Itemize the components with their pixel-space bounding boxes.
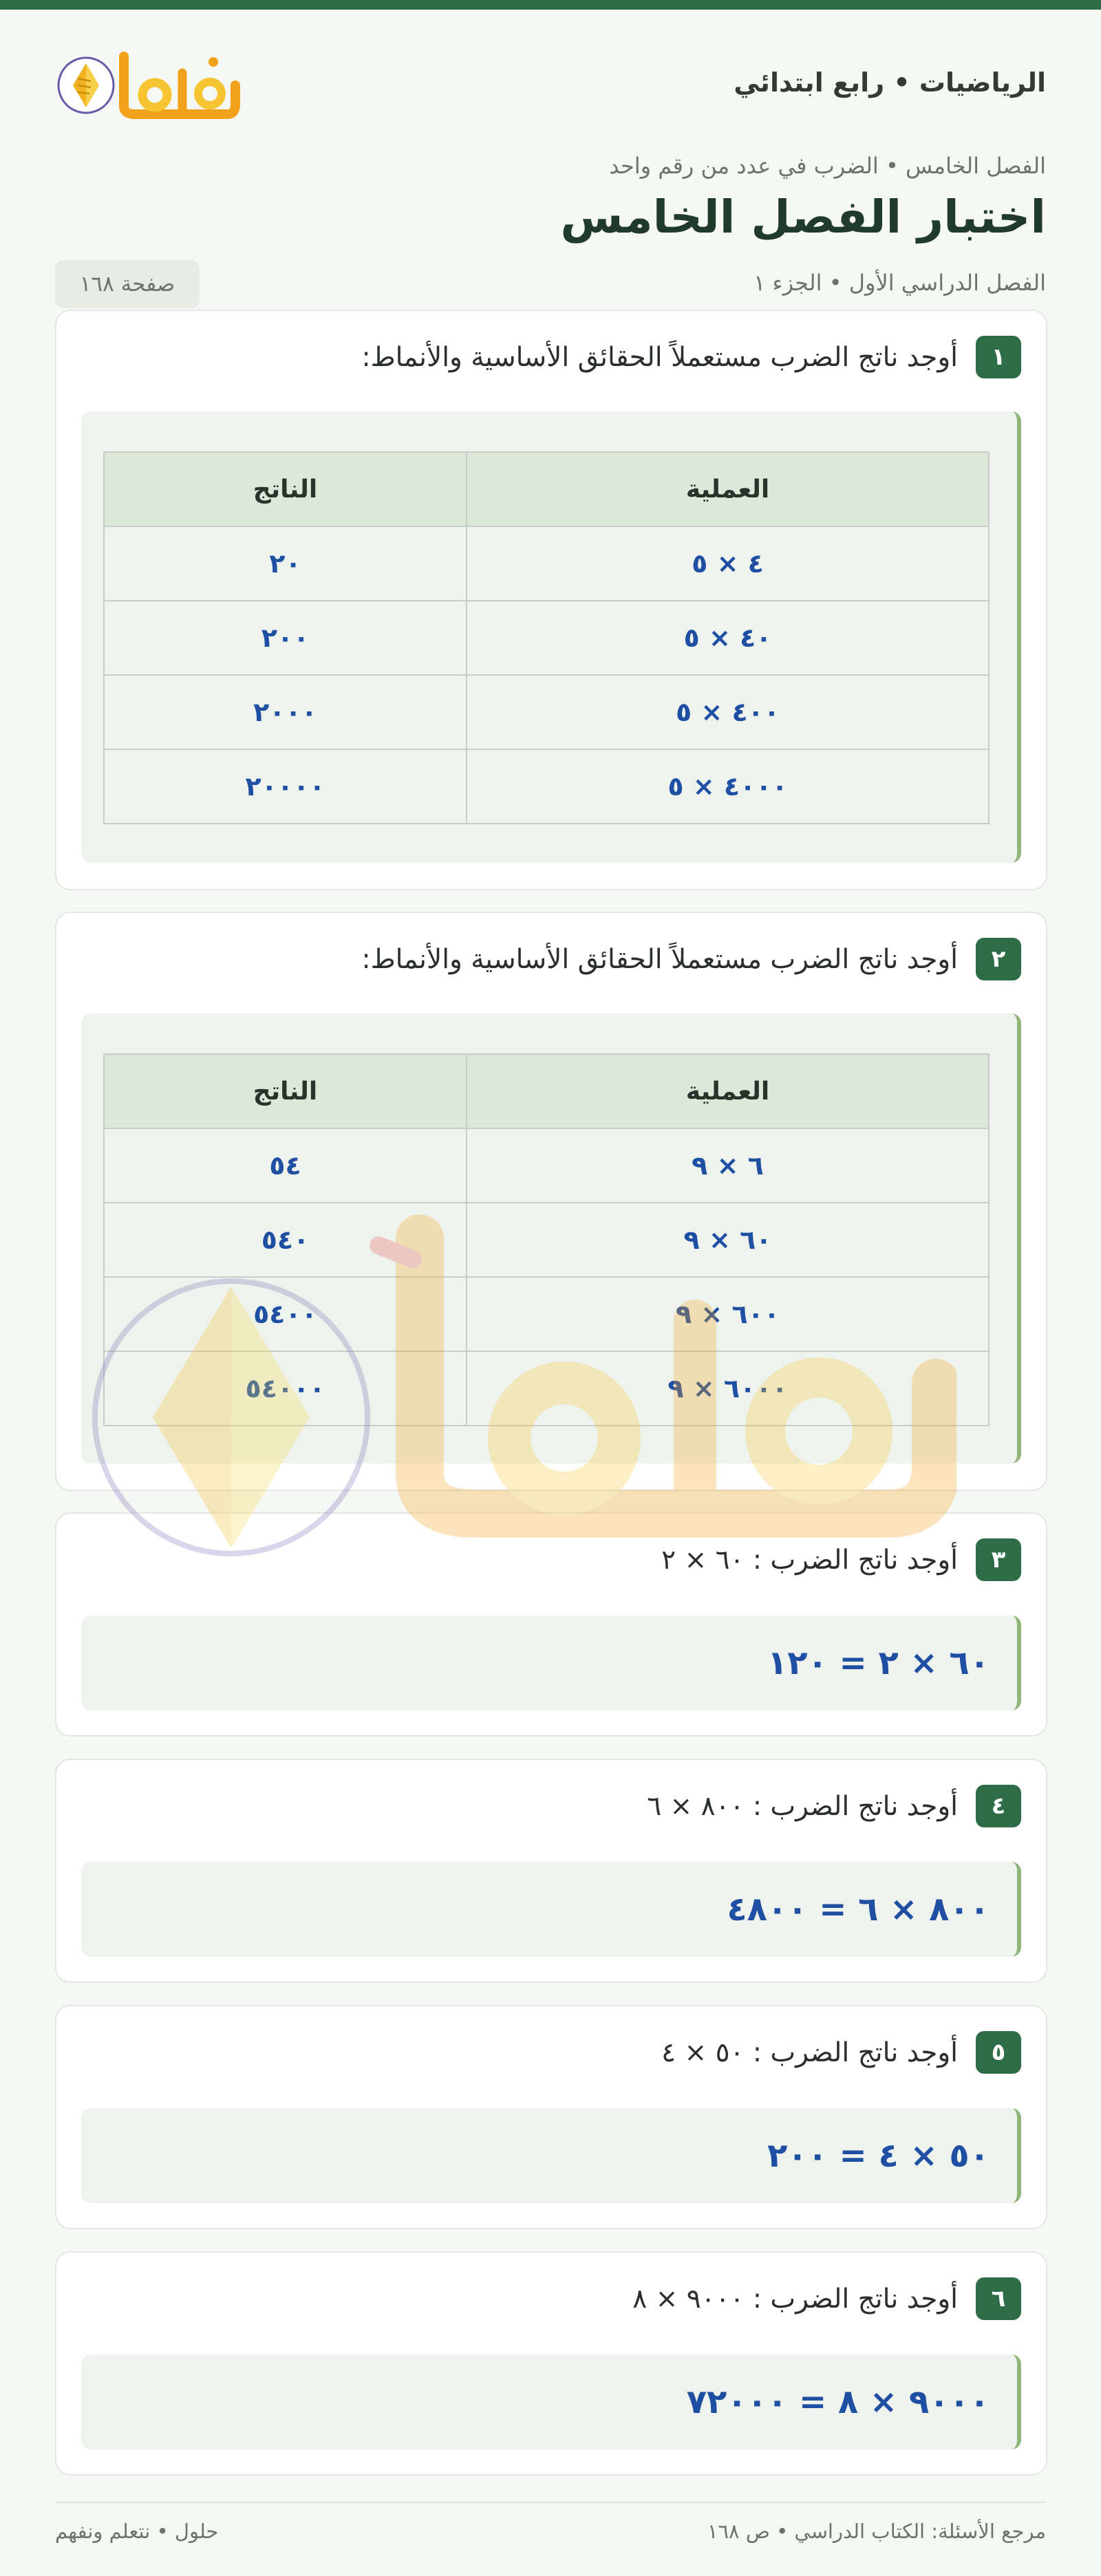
result-cell: ٢٠ <box>104 526 467 601</box>
question-header <box>661 1538 1021 1581</box>
result-cell: ٢٠٠٠٠ <box>104 749 467 824</box>
answer-panel <box>81 1862 1021 1957</box>
table-row <box>104 1277 989 1351</box>
answer-text: ٩٠٠٠ × ٨ = ٧٢٠٠٠ <box>686 2383 990 2421</box>
answer-panel <box>81 1013 1021 1463</box>
table-row <box>104 601 989 675</box>
result-cell: ٢٠٠ <box>104 601 467 675</box>
answer-panel <box>81 411 1021 863</box>
table-row <box>104 1351 989 1426</box>
operation-cell: ٤٠٠٠ × ٥ <box>467 749 989 824</box>
column-header-operation: العملية <box>467 452 989 526</box>
result-cell: ٥٤٠٠٠ <box>104 1351 467 1426</box>
question-header <box>361 336 1021 378</box>
page-title: اختبار الفصل الخامس <box>560 191 1046 244</box>
answer-panel <box>81 2108 1021 2203</box>
question-card-3 <box>55 1512 1047 1737</box>
result-cell: ٥٤٠ <box>104 1203 467 1277</box>
question-number-badge: ٥ <box>976 2031 1021 2074</box>
question-text: أوجد ناتج الضرب مستعملاً الحقائق الأساسية والأنماط: <box>361 341 958 373</box>
question-text: أوجد ناتج الضرب : ٥٠ × ٤ <box>661 2037 958 2068</box>
operation-cell: ٦ × ٩ <box>467 1128 989 1203</box>
operation-cell: ٤ × ٥ <box>467 526 989 601</box>
subject-grade-label: الرياضيات • رابع ابتدائي <box>734 67 1046 98</box>
question-text: أوجد ناتج الضرب : ٨٠٠ × ٦ <box>647 1790 958 1822</box>
column-header-operation: العملية <box>467 1054 989 1128</box>
operation-cell: ٤٠٠ × ٥ <box>467 675 989 749</box>
table-row <box>104 1128 989 1203</box>
table-row <box>104 526 989 601</box>
result-cell: ٥٤ <box>104 1128 467 1203</box>
table-header-row <box>104 1054 989 1128</box>
footer-brand: حلول • نتعلم ونفهم <box>55 2520 219 2543</box>
question-number-badge: ٦ <box>976 2277 1021 2320</box>
answer-text: ٥٠ × ٤ = ٢٠٠ <box>767 2136 990 2175</box>
footer-divider <box>55 2502 1046 2503</box>
question-number-badge: ٤ <box>976 1785 1021 1827</box>
table-row <box>104 675 989 749</box>
question-card-1 <box>55 310 1047 890</box>
question-text: أوجد ناتج الضرب مستعملاً الحقائق الأساسية والأنماط: <box>361 943 958 975</box>
table-row <box>104 1203 989 1277</box>
question-card-6 <box>55 2251 1047 2476</box>
term-part-label: الفصل الدراسي الأول • الجزء ١ <box>753 270 1046 296</box>
question-card-4 <box>55 1759 1047 1983</box>
page-number-badge: صفحة ١٦٨ <box>55 260 200 308</box>
result-cell: ٥٤٠٠ <box>104 1277 467 1351</box>
hulool-logo <box>55 45 242 120</box>
operation-cell: ٤٠ × ٥ <box>467 601 989 675</box>
chapter-subtitle: الفصل الخامس • الضرب في عدد من رقم واحد <box>609 153 1046 179</box>
table-row <box>104 749 989 824</box>
question-text: أوجد ناتج الضرب : ٦٠ × ٢ <box>661 1544 958 1576</box>
answer-panel <box>81 1616 1021 1710</box>
result-cell: ٢٠٠٠ <box>104 675 467 749</box>
operation-cell: ٦٠ × ٩ <box>467 1203 989 1277</box>
question-number-badge: ١ <box>976 336 1021 378</box>
column-header-result: الناتج <box>104 1054 467 1128</box>
question-card-2 <box>55 912 1047 1491</box>
question-text: أوجد ناتج الضرب : ٩٠٠٠ × ٨ <box>632 2283 958 2315</box>
question-header <box>661 2031 1021 2074</box>
question-number-badge: ٣ <box>976 1538 1021 1581</box>
question-header <box>632 2277 1021 2320</box>
question-card-5 <box>55 2005 1047 2229</box>
operation-cell: ٦٠٠٠ × ٩ <box>467 1351 989 1426</box>
answer-text: ٦٠ × ٢ = ١٢٠ <box>767 1644 990 1682</box>
products-table <box>103 1053 990 1426</box>
products-table <box>103 451 990 824</box>
question-header <box>647 1785 1021 1827</box>
operation-cell: ٦٠٠ × ٩ <box>467 1277 989 1351</box>
question-number-badge: ٢ <box>976 938 1021 980</box>
question-header <box>361 938 1021 980</box>
answer-panel <box>81 2354 1021 2449</box>
column-header-result: الناتج <box>104 452 467 526</box>
table-header-row <box>104 452 989 526</box>
top-accent-bar <box>0 0 1101 10</box>
answer-text: ٨٠٠ × ٦ = ٤٨٠٠ <box>727 1890 990 1929</box>
footer-source: مرجع الأسئلة: الكتاب الدراسي • ص ١٦٨ <box>707 2520 1046 2543</box>
